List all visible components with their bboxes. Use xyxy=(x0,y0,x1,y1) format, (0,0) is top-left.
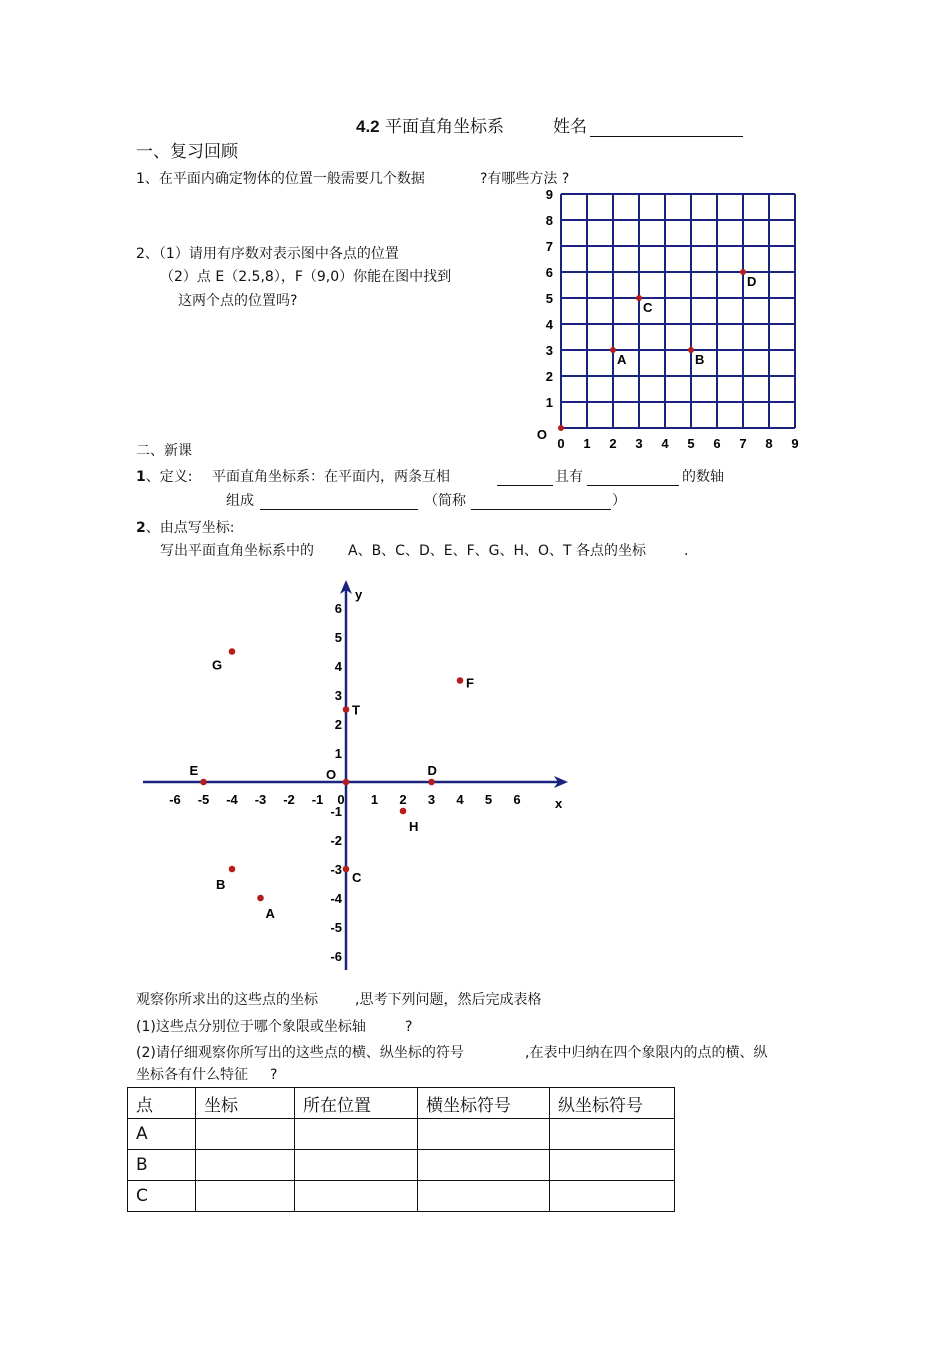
coord-question-title xyxy=(136,519,234,537)
y-tick-label: 2 xyxy=(334,717,342,732)
grid-x-tick-label: 1 xyxy=(583,436,591,451)
definition-label-text: 、定义: xyxy=(145,469,193,485)
observe-q1b: ? xyxy=(405,1019,413,1035)
table-cell[interactable] xyxy=(196,1181,295,1212)
grid-x-tick-label: 6 xyxy=(713,436,721,451)
review-q2-line2: （2）点 E（2.5,8），F（9,0）你能在图中找到 xyxy=(160,269,452,285)
table-header-row xyxy=(128,1088,675,1119)
grid-y-tick-label: 1 xyxy=(545,395,553,410)
x-tick-label: 1 xyxy=(370,792,379,807)
definition-number: 1 xyxy=(136,469,146,485)
observe-line1: 观察你所求出的这些点的坐标 xyxy=(136,992,318,1008)
x-tick-label: -2 xyxy=(283,792,295,807)
observe-q2d: ? xyxy=(270,1067,278,1083)
observe-line1b: ,思考下列问题，然后完成表格 xyxy=(355,992,542,1008)
grid-x-tick-label: 9 xyxy=(791,436,799,451)
blank-formed[interactable] xyxy=(260,509,418,510)
coord-question-end: . xyxy=(684,543,689,559)
plane-point-b xyxy=(229,866,236,873)
x-tick-label: 5 xyxy=(484,792,493,807)
grid-x-tick-label: 8 xyxy=(765,436,773,451)
name-blank[interactable] xyxy=(590,136,743,137)
y-tick-label: 4 xyxy=(334,659,342,674)
x-tick-label: -6 xyxy=(169,792,181,807)
definition-text3: 的数轴 xyxy=(682,469,724,485)
observe-q1: (1)这些点分别位于哪个象限或坐标轴 xyxy=(136,1019,366,1035)
grid-point-c xyxy=(636,295,642,301)
name-label: 姓名 xyxy=(553,117,587,137)
observe-q2: (2)请仔细观察你所写出的这些点的横、纵坐标的符号 xyxy=(136,1045,464,1061)
section2-heading: 二、新课 xyxy=(136,443,192,459)
table-row xyxy=(128,1119,675,1150)
plane-point-label: B xyxy=(216,877,226,892)
x-tick-label: 2 xyxy=(399,792,407,807)
grid-origin-point xyxy=(558,425,564,431)
blank-perpendicular[interactable] xyxy=(497,485,553,486)
definition-text4: 组成 xyxy=(226,493,254,509)
table-cell[interactable] xyxy=(550,1119,675,1150)
grid-y-tick-label: 9 xyxy=(545,187,553,202)
grid-x-tick-label: 7 xyxy=(739,436,747,451)
plane-point-o xyxy=(343,779,350,786)
table-row xyxy=(128,1181,675,1212)
x-tick-label: 4 xyxy=(456,792,464,807)
y-tick-label: 5 xyxy=(334,630,342,645)
review-q2-line1: 2、（1）请用有序数对表示图中各点的位置 xyxy=(136,246,399,262)
x-tick-label: -5 xyxy=(197,792,210,807)
x-tick-label: 3 xyxy=(427,792,436,807)
y-tick-label: -5 xyxy=(330,920,342,935)
row-point-label: A xyxy=(128,1119,196,1150)
table-cell[interactable] xyxy=(295,1150,418,1181)
x-axis-label: x xyxy=(555,796,563,811)
grid-y-tick-label: 5 xyxy=(545,291,553,306)
plane-point-label: D xyxy=(427,763,437,778)
table-cell[interactable] xyxy=(196,1119,295,1150)
grid-chart xyxy=(525,180,815,460)
grid-x-tick-label: 5 xyxy=(687,436,695,451)
y-tick-label: 3 xyxy=(334,688,342,703)
grid-y-tick-label: 8 xyxy=(545,213,553,228)
grid-x-tick-label: 2 xyxy=(609,436,617,451)
grid-y-tick-label: 2 xyxy=(545,369,553,384)
row-point-label: B xyxy=(128,1150,196,1181)
coord-question-points: A、B、C、D、E、F、G、H、O、T 各点的坐标 xyxy=(348,543,647,559)
title-text: 平面直角坐标系 xyxy=(385,117,505,137)
y-tick-label: 6 xyxy=(334,601,342,616)
definition-text6: ） xyxy=(612,493,626,509)
grid-x-tick-label: 4 xyxy=(661,436,669,451)
observe-q2b: ,在表中归纳在四个象限内的点的横、纵 xyxy=(525,1045,768,1061)
plane-chart xyxy=(135,575,585,975)
grid-point-d xyxy=(740,269,746,275)
grid-y-tick-label: 6 xyxy=(545,265,553,280)
table-cell[interactable] xyxy=(550,1150,675,1181)
review-q2-line3: 这两个点的位置吗? xyxy=(178,293,298,309)
table-cell[interactable] xyxy=(550,1181,675,1212)
blank-common-origin[interactable] xyxy=(587,485,679,486)
x-tick-label: -4 xyxy=(226,792,238,807)
plane-point-a xyxy=(257,895,264,902)
plane-point-label: G xyxy=(212,657,223,673)
definition-label xyxy=(136,468,192,486)
table-cell[interactable] xyxy=(295,1119,418,1150)
definition-text2: 且有 xyxy=(555,469,583,485)
table-row xyxy=(128,1150,675,1181)
summary-table xyxy=(127,1087,675,1212)
coord-question-number: 2 xyxy=(136,520,146,536)
review-q1: 1、在平面内确定物体的位置一般需要几个数据 xyxy=(136,171,425,187)
plane-point-d xyxy=(428,779,435,786)
plane-point-label: C xyxy=(352,870,362,885)
definition-text1: 平面直角坐标系：在平面内，两条互相 xyxy=(212,469,450,485)
grid-point-label: D xyxy=(747,274,757,289)
grid-point-label: A xyxy=(617,352,627,367)
plane-point-label: F xyxy=(466,675,474,691)
grid-y-tick-label: 7 xyxy=(545,239,553,254)
observe-q2c: 坐标各有什么特征 xyxy=(136,1067,248,1083)
header-cell-position: 所在位置 xyxy=(295,1088,418,1119)
plane-point-c xyxy=(343,866,350,873)
blank-abbreviation[interactable] xyxy=(471,509,611,510)
row-point-label: C xyxy=(128,1181,196,1212)
table-cell[interactable] xyxy=(418,1150,550,1181)
y-tick-label: -4 xyxy=(330,891,342,906)
grid-point-a xyxy=(610,347,616,353)
definition-text5: （简称 xyxy=(424,493,466,509)
table-cell[interactable] xyxy=(196,1150,295,1181)
table-cell[interactable] xyxy=(418,1181,550,1212)
plane-point-h xyxy=(400,808,407,815)
x-tick-label: 6 xyxy=(513,792,521,807)
grid-y-tick-label: 4 xyxy=(545,317,553,332)
coord-question-title-text: 、由点写坐标: xyxy=(145,520,235,536)
header-cell-coordinate: 坐标 xyxy=(196,1088,295,1119)
coord-question-text: 写出平面直角坐标系中的 xyxy=(160,543,314,559)
x-tick-label: 0 xyxy=(337,792,345,807)
plane-point-label: E xyxy=(189,763,199,778)
plane-point-label: A xyxy=(265,906,275,921)
title-number: 4.2 xyxy=(356,117,380,136)
table-cell[interactable] xyxy=(295,1181,418,1212)
y-tick-label: -2 xyxy=(330,833,342,848)
section1-heading: 一、复习回顾 xyxy=(136,142,238,162)
table-cell[interactable] xyxy=(418,1119,550,1150)
grid-point-label: C xyxy=(643,300,653,315)
plane-point-label: T xyxy=(352,702,360,718)
header-cell-x-sign: 横坐标符号 xyxy=(418,1088,550,1119)
header-cell-point: 点 xyxy=(128,1088,196,1119)
x-tick-label: -3 xyxy=(254,792,267,807)
y-tick-label: -1 xyxy=(330,804,342,819)
grid-point-label: B xyxy=(695,352,705,367)
plane-point-label: O xyxy=(326,767,337,782)
y-tick-label: -3 xyxy=(330,862,342,877)
plane-point-t xyxy=(343,706,350,713)
plane-point-label: H xyxy=(409,819,419,834)
grid-x-tick-label: 0 xyxy=(557,436,565,451)
plane-point-e xyxy=(200,779,207,786)
y-tick-label: -6 xyxy=(330,949,342,964)
plane-point-f xyxy=(457,677,464,684)
header-cell-y-sign: 纵坐标符号 xyxy=(550,1088,675,1119)
grid-x-tick-label: 3 xyxy=(635,436,643,451)
grid-origin-label: O xyxy=(536,427,547,442)
y-tick-label: 1 xyxy=(334,746,342,761)
grid-y-tick-label: 3 xyxy=(545,343,553,358)
plane-point-g xyxy=(229,648,236,655)
page-title xyxy=(356,118,504,136)
review-q1-tail: ?有哪些方法 ? xyxy=(480,171,570,187)
x-tick-label: -1 xyxy=(311,792,324,807)
y-axis-label: y xyxy=(355,587,363,602)
grid-point-b xyxy=(688,347,694,353)
